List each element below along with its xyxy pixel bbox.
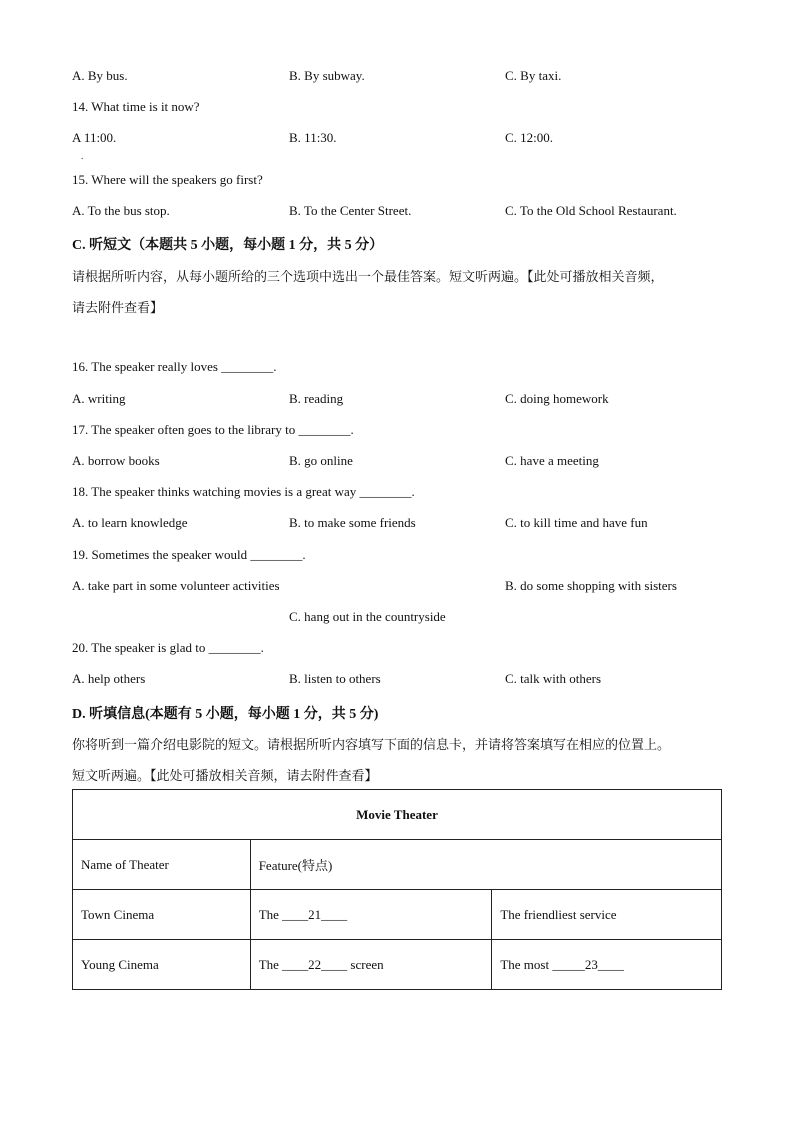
section-d-instruction-1: 你将听到一篇介绍电影院的短文。请根据所听内容填写下面的信息卡，并请将答案填写在相应的位置上。 [72,738,671,753]
q18-option-a: A. to learn knowledge [72,515,188,530]
q19-option-a: A. take part in some volunteer activities [72,578,280,593]
theater-name: Young Cinema [73,940,251,990]
q16-option-c: C. doing homework [505,391,609,406]
q17-stem: 17. The speaker often goes to the library to ________. [72,422,354,437]
q18-stem: 18. The speaker thinks watching movies is a great way ________. [72,484,415,499]
q15-option-c: C. To the Old School Restaurant. [505,203,677,218]
q16-stem: 16. The speaker really loves ________. [72,359,277,374]
feature-prefix: The [258,956,283,972]
q18-option-b: B. to make some friends [289,515,416,530]
q16-option-b: B. reading [289,391,344,406]
answer-blank-21[interactable]: ____21____ [282,906,348,922]
table-row [73,890,722,940]
q14-option-b: B. 11:30. [289,130,337,145]
q20-option-b: B. listen to others [289,671,381,686]
q17-option-c: C. have a meeting [505,453,599,468]
q13-option-b: B. By subway. [289,68,365,83]
q20-stem: 20. The speaker is glad to ________. [72,640,264,655]
table-row [73,940,722,990]
section-d-heading: D. 听填信息(本题有 5 小题，每小题 1 分，共 5 分) [72,707,379,722]
section-c-instruction-2: 请去附件查看】 [72,301,164,316]
q17-option-b: B. go online [289,453,353,468]
section-c-heading: C. 听短文（本题共 5 小题，每小题 1 分，共 5 分） [72,238,384,253]
feature-prefix: The [258,906,283,922]
q13-option-a: A. By bus. [72,68,128,83]
feature-prefix: The most [500,956,553,972]
feature-cell-2: The friendliest service [492,890,722,940]
answer-blank-23[interactable]: _____23____ [552,956,624,972]
q19-option-b: B. do some shopping with sisters [505,578,677,593]
q17-option-a: A. borrow books [72,453,160,468]
q19-option-c: C. hang out in the countryside [289,609,446,624]
table-title-row [73,790,722,840]
section-d-instruction-2: 短文听两遍。【此处可播放相关音频，请去附件查看】 [72,769,378,784]
table-title: Movie Theater [73,790,722,840]
feature-suffix: screen [347,956,384,972]
section-c-instruction-1: 请根据所听内容，从每小题所给的三个选项中选出一个最佳答案。短文听两遍。【此处可播放相关音频， [72,270,664,285]
q15-option-a: A. To the bus stop. [72,203,170,218]
answer-blank-22[interactable]: ____22____ [282,956,348,972]
feature-cell-2 [492,940,722,990]
feature-cell [250,940,492,990]
q14-option-a: A 11:00. [72,130,117,145]
header-theater-name: Name of Theater [73,840,251,890]
header-feature: Feature(特点) [250,840,721,890]
feature-cell [250,890,492,940]
movie-theater-table [72,789,722,990]
q15-option-b: B. To the Center Street. [289,203,412,218]
q13-option-c: C. By taxi. [505,68,562,83]
table-header-row [73,840,722,890]
option-dot: . [81,151,84,161]
q15-stem: 15. Where will the speakers go first? [72,172,263,187]
theater-name: Town Cinema [73,890,251,940]
q20-option-c: C. talk with others [505,671,602,686]
q16-option-a: A. writing [72,391,126,406]
q20-option-a: A. help others [72,671,146,686]
q14-option-c: C. 12:00. [505,130,554,145]
q19-stem: 19. Sometimes the speaker would ________. [72,547,306,562]
q14-stem: 14. What time is it now? [72,99,200,114]
q18-option-c: C. to kill time and have fun [505,515,648,530]
